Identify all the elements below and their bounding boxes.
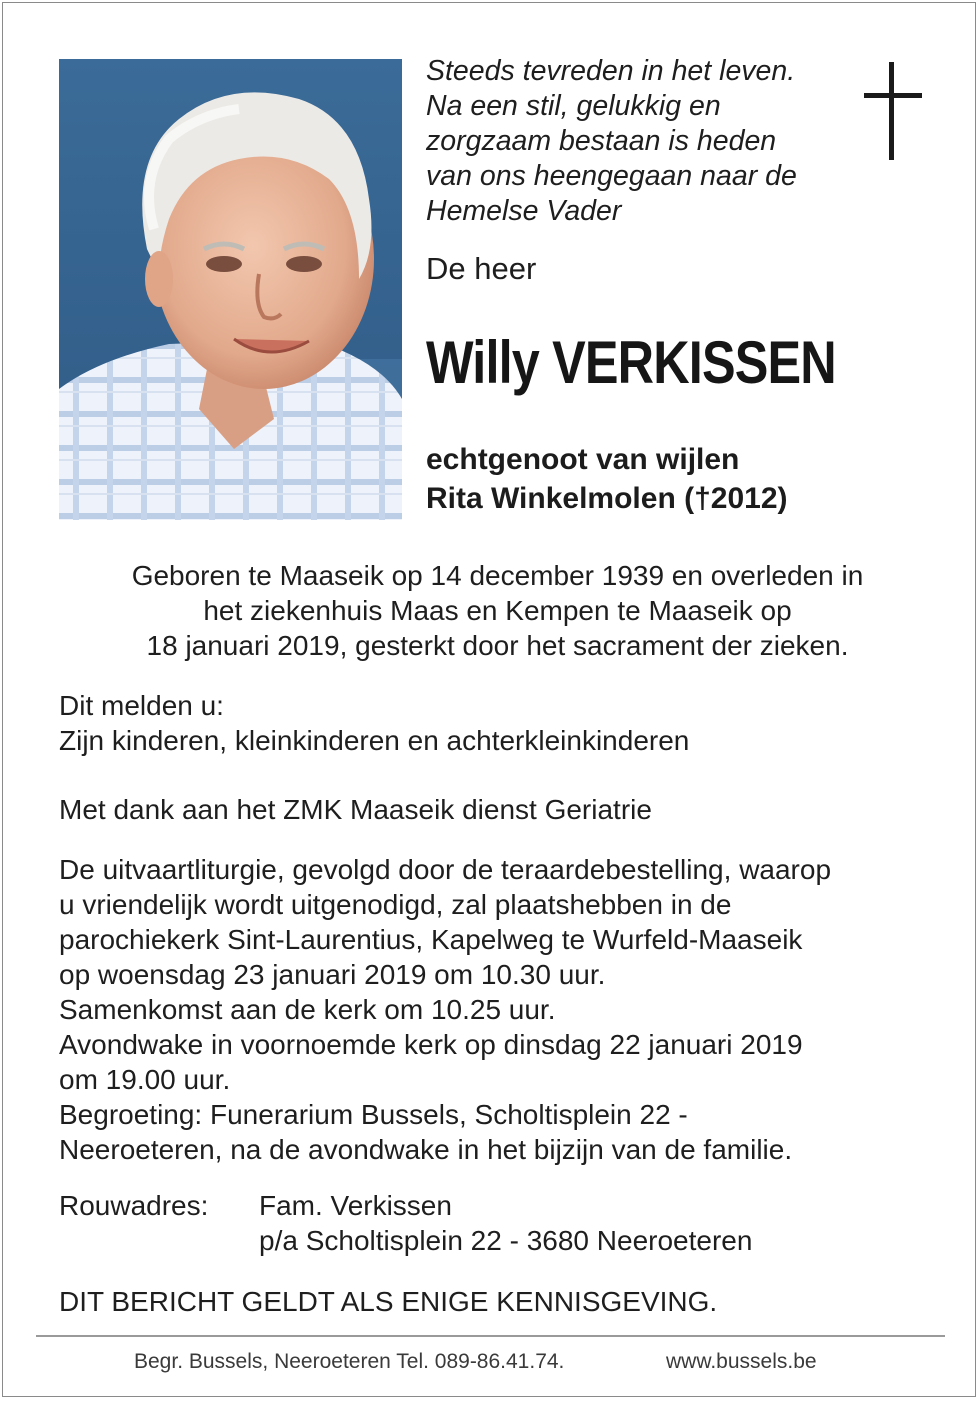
deceased-name: Willy VERKISSEN (426, 329, 836, 396)
funeral-line: De uitvaartliturgie, gevolgd door de teraardebestelling, waarop (59, 854, 832, 885)
funeral-details (59, 852, 831, 1167)
thanks-text: Met dank aan het ZMK Maaseik dienst Geriatrie (59, 794, 652, 825)
announcement (59, 688, 689, 758)
mourning-line: Fam. Verkissen (259, 1190, 452, 1221)
spouse-line: Rita Winkelmolen (†2012) (426, 482, 788, 515)
verse-line: van ons heengegaan naar de (426, 160, 797, 192)
salutation: De heer (426, 251, 537, 286)
website-link[interactable]: www.bussels.be (666, 1350, 817, 1373)
announce-line: Dit melden u: (59, 690, 224, 721)
birth-line: Geboren te Maaseik op 14 december 1939 en overleden in (131, 560, 864, 591)
portrait-photo (59, 59, 402, 520)
verse-line: zorgzaam bestaan is heden (426, 125, 777, 157)
footer-divider (36, 1335, 945, 1337)
funeral-line: om 19.00 uur. (59, 1064, 231, 1095)
funeral-line: Neeroeteren, na de avondwake in het bijzijn van de familie. (59, 1134, 793, 1165)
cross-icon (864, 62, 922, 160)
spouse-line: echtgenoot van wijlen (426, 443, 740, 476)
funeral-line: Begroeting: Funerarium Bussels, Scholtisplein 22 - (59, 1099, 688, 1130)
mourning-value (259, 1188, 752, 1258)
memorial-verse (426, 54, 846, 229)
mourning-label: Rouwadres: (59, 1190, 209, 1221)
sole-notice: DIT BERICHT GELDT ALS ENIGE KENNISGEVING. (59, 1286, 718, 1317)
funeral-line: u vriendelijk wordt uitgenodigd, zal plaatshebben in de (59, 889, 732, 920)
verse-line: Na een stil, gelukkig en (426, 90, 721, 122)
funeral-home-contact: Begr. Bussels, Neeroeteren Tel. 089-86.41.74. (134, 1350, 565, 1373)
funeral-line: Samenkomst aan de kerk om 10.25 uur. (59, 994, 556, 1025)
birth-line: het ziekenhuis Maas en Kempen te Maaseik op (203, 595, 792, 626)
announce-line: Zijn kinderen, kleinkinderen en achterkleinkinderen (59, 725, 690, 756)
spouse-info (426, 440, 788, 518)
funeral-line: op woensdag 23 januari 2019 om 10.30 uur. (59, 959, 606, 990)
birth-line: 18 januari 2019, gesterkt door het sacrament der zieken. (146, 630, 849, 661)
verse-line: Steeds tevreden in het leven. (426, 55, 796, 87)
birth-death-details (40, 558, 955, 663)
funeral-line: parochiekerk Sint-Laurentius, Kapelweg te Wurfeld-Maaseik (59, 924, 803, 955)
verse-line: Hemelse Vader (426, 195, 622, 227)
thanks-line (59, 792, 652, 827)
funeral-line: Avondwake in voornoemde kerk op dinsdag 22 januari 2019 (59, 1029, 803, 1060)
mourning-line: p/a Scholtisplein 22 - 3680 Neeroeteren (259, 1225, 753, 1256)
footer (134, 1348, 817, 1376)
